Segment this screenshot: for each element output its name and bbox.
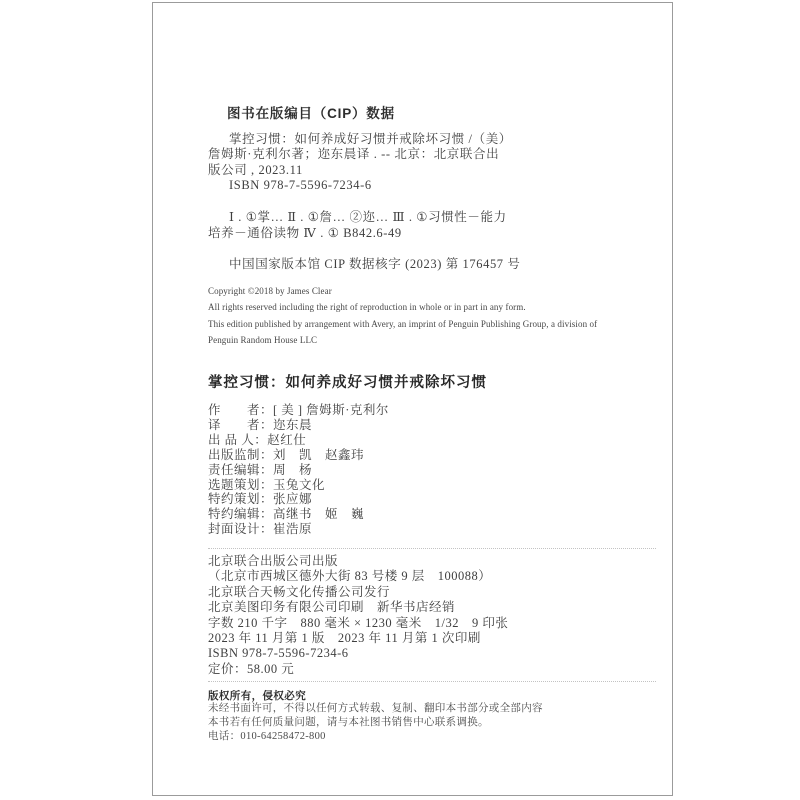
cip-record-line: 詹姆斯·克利尔著；迩东晨译 . -- 北京：北京联合出 — [208, 147, 500, 162]
copyright-line: This edition published by arrangement with Avery, an imprint of Penguin Publishing Group, a division of — [208, 318, 598, 329]
copyright-line: All rights reserved including the right of reproduction in whole or in part in any form. — [208, 302, 526, 313]
publication-line-address: （北京市西城区德外大街 83 号楼 9 层 100088） — [208, 569, 492, 584]
copyright-page — [152, 2, 673, 796]
cip-classification-line: Ⅰ . ①掌… Ⅱ . ①詹… ②迩… Ⅲ . ①习惯性－能力 — [229, 210, 507, 224]
credits-list — [208, 403, 650, 537]
publication-line-price: 定价：58.00 元 — [208, 661, 295, 676]
credit-line-editor: 责任编辑：周 杨 — [208, 462, 313, 477]
dotted-divider — [208, 548, 656, 549]
rights-notice — [208, 702, 650, 743]
credit-line-producer: 出 品 人：赵红仕 — [208, 432, 307, 447]
credit-line-supervisor: 出版监制：刘 凯 赵鑫玮 — [208, 447, 365, 462]
publication-line: 北京美图印务有限公司印刷 新华书店经销 — [208, 600, 456, 615]
cip-registration: 中国国家版本馆 CIP 数据核字 (2023) 第 176457 号 — [229, 257, 521, 271]
credit-line-translator: 译 者：迩东晨 — [208, 417, 313, 432]
rights-notice-heading: 版权所有，侵权必究 — [208, 690, 307, 702]
book-title: 掌控习惯：如何养成好习惯并戒除坏习惯 — [208, 375, 487, 391]
credit-line-special-editor: 特约编辑：高继书 姬 巍 — [208, 507, 365, 522]
copyright-line: Copyright ©2018 by James Clear — [208, 286, 332, 296]
rights-notice-line-phone: 电话：010-64258472-800 — [208, 730, 326, 742]
publication-info — [208, 554, 650, 677]
cip-record — [208, 132, 650, 193]
copyright-line: Penguin Random House LLC — [208, 335, 318, 346]
publication-line: 北京联合天畅文化传播公司发行 — [208, 584, 391, 599]
rights-notice-line: 本书若有任何质量问题，请与本社图书销售中心联系调换。 — [208, 716, 489, 728]
publication-line-isbn: ISBN 978-7-5596-7234-6 — [208, 646, 349, 661]
credit-line-special-planning: 特约策划：张应娜 — [208, 492, 313, 507]
credit-line-cover-design: 封面设计：崔浩原 — [208, 522, 313, 537]
credit-line-author: 作 者：[ 美 ] 詹姆斯·克利尔 — [208, 403, 389, 417]
dotted-divider — [208, 681, 656, 682]
publication-line: 北京联合出版公司出版 — [208, 554, 339, 568]
cip-classification-line: 培养－通俗读物 Ⅳ . ① B842.6-49 — [208, 226, 402, 241]
rights-notice-line: 未经书面许可，不得以任何方式转载、复制、翻印本书部分或全部内容 — [208, 703, 543, 714]
copyright-english — [208, 283, 650, 349]
publication-line-format: 字数 210 千字 880 毫米 × 1230 毫米 1/32 9 印张 — [208, 615, 509, 630]
credit-line-planning: 选题策划：玉兔文化 — [208, 477, 326, 492]
cip-classification — [208, 209, 650, 242]
cip-heading: 图书在版编目（CIP）数据 — [227, 106, 395, 121]
publication-line-edition: 2023 年 11 月第 1 版 2023 年 11 月第 1 次印刷 — [208, 631, 481, 646]
cip-record-line: 版公司 , 2023.11 — [208, 162, 303, 177]
cip-record-line: 掌控习惯：如何养成好习惯并戒除坏习惯 /（美） — [229, 132, 512, 146]
cip-record-line: ISBN 978-7-5596-7234-6 — [229, 177, 372, 192]
